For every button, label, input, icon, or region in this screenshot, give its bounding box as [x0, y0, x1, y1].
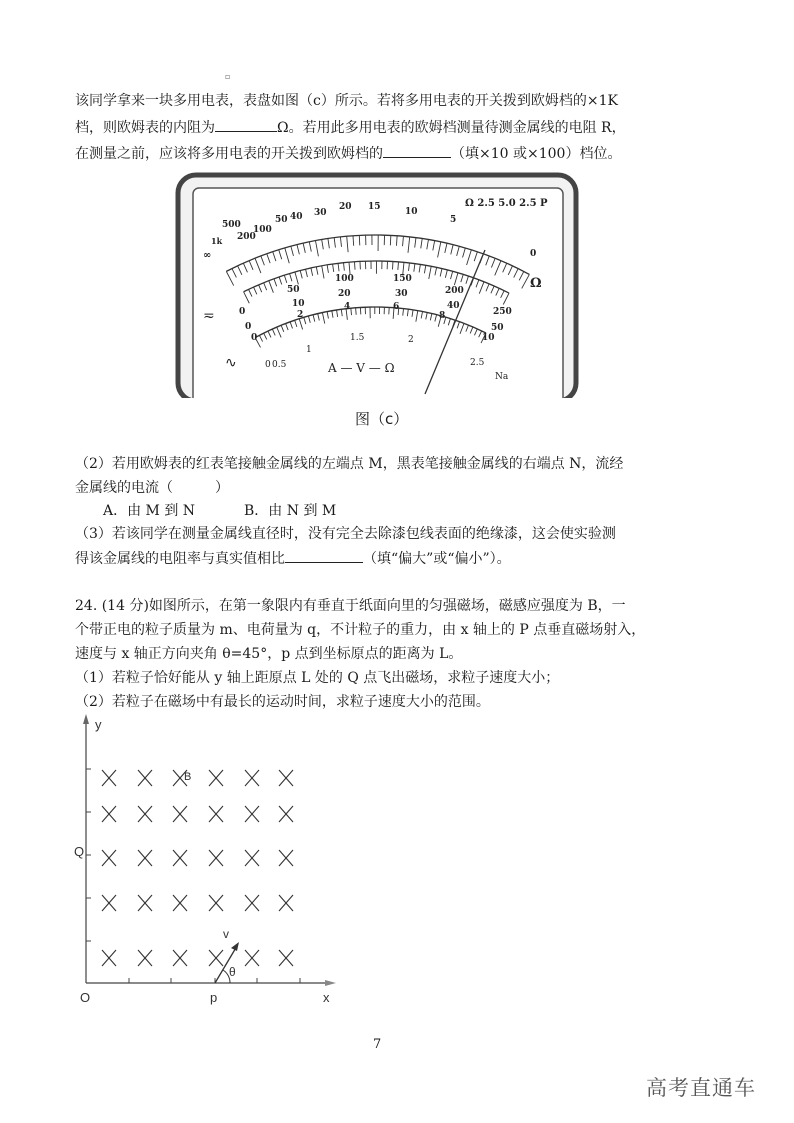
ac-label: 0: [265, 360, 271, 370]
field-into-page-cross-icon: [173, 806, 187, 822]
theta-label: θ: [229, 965, 236, 979]
scale-tick: [356, 308, 357, 315]
answer-blank-range[interactable]: [383, 143, 451, 158]
origin-label: O: [80, 990, 91, 1005]
meter-center-text: A — V — Ω: [328, 361, 395, 375]
q24-line4: （1）若粒子恰好能从 y 轴上距原点 L 处的 Q 点飞出磁场，求粒子速度大小；: [75, 670, 560, 686]
field-into-page-cross-icon: [138, 950, 152, 966]
point-q-label: Q: [74, 844, 85, 859]
ohm-scale-symbol: Ω: [530, 276, 542, 291]
magnetic-field-diagram: [60, 710, 360, 1010]
scale-tick: [398, 262, 399, 270]
dc-label: 0: [239, 307, 246, 317]
field-into-page-cross-icon: [102, 895, 116, 911]
q23-part2-line1: （2）若用欧姆表的红表笔接触金属线的左端点 M，黑表笔接触金属线的右端点 N，流经: [75, 456, 624, 472]
ac-symbol: ∿: [225, 355, 237, 371]
field-into-page-cross-icon: [245, 770, 259, 786]
field-into-page-cross-icon: [173, 950, 187, 966]
dc-label: 8: [439, 311, 446, 321]
dc-label: 10: [292, 299, 305, 309]
field-into-page-cross-icon: [209, 770, 223, 786]
point-p-label: p: [210, 990, 218, 1005]
q23-part3-line1: （3）若该同学在测量金属线直径时，没有完全去除漆包线表面的绝缘漆，这会使实验测: [75, 526, 616, 542]
q24-line2: 个带正电的粒子质量为 m、电荷量为 q，不计粒子的重力，由 x 轴上的 P 点垂直磁场射入，: [75, 622, 646, 638]
field-into-page-cross-icon: [279, 770, 293, 786]
dc-label: 0: [245, 322, 252, 332]
ohm-label: 1k: [211, 236, 223, 246]
field-into-page-cross-icon: [209, 850, 223, 866]
field-into-page-cross-icon: [209, 895, 223, 911]
dc-label: 4: [344, 302, 351, 312]
dc-label: 100: [335, 274, 354, 284]
q23-line1: 该同学拿来一块多用电表，表盘如图（c）所示。若将多用电表的开关拨到欧姆档的×1K: [75, 93, 618, 109]
y-axis-label: y: [95, 717, 102, 732]
dc-label: 6: [393, 302, 400, 312]
x-axis-arrow-icon: [325, 980, 336, 986]
field-into-page-cross-icon: [209, 950, 223, 966]
ohm-label: 500: [222, 220, 241, 230]
field-into-page-cross-icon: [102, 850, 116, 866]
q24-line3: 速度与 x 轴正方向夹角 θ=45°，p 点到坐标原点的距离为 L。: [75, 646, 463, 662]
x-axis-label: x: [323, 990, 330, 1005]
field-into-page-cross-icon: [138, 806, 152, 822]
watermark: 高考直通车: [646, 1076, 756, 1100]
field-into-page-cross-icon: [173, 850, 187, 866]
dc-label: 10: [482, 333, 495, 343]
multimeter-dial-figure: [175, 172, 581, 398]
field-into-page-cross-icon: [209, 806, 223, 822]
page-number: 7: [373, 1037, 382, 1052]
dc-symbol: ≂: [203, 308, 215, 324]
scan-mark: ▫: [225, 72, 231, 81]
meter-corner-text: Na: [495, 372, 509, 382]
dc-label: 0: [251, 333, 258, 343]
q23-line2a: 档，则欧姆表的内阻为: [75, 120, 215, 136]
dc-label: 30: [395, 289, 408, 299]
ohm-label: 100: [253, 225, 272, 235]
dc-label: 50: [287, 285, 300, 295]
q23-line3: [75, 143, 621, 164]
field-into-page-cross-icon: [138, 895, 152, 911]
field-into-page-cross-icon: [102, 770, 116, 786]
dc-label: 250: [493, 307, 512, 317]
option-b: B．由 N 到 M: [244, 503, 337, 519]
dc-label: 20: [338, 289, 351, 299]
field-into-page-cross-icon: [245, 895, 259, 911]
dc-label: 150: [393, 274, 412, 284]
ohm-label: ∞: [203, 250, 212, 261]
field-into-page-cross-icon: [279, 950, 293, 966]
field-b-label: B: [184, 771, 192, 783]
field-into-page-cross-icon: [102, 950, 116, 966]
field-into-page-cross-icon: [245, 950, 259, 966]
field-into-page-cross-icon: [102, 806, 116, 822]
ac-label: 1.5: [350, 333, 365, 343]
ohm-label: 10: [405, 207, 418, 217]
field-into-page-cross-icon: [173, 895, 187, 911]
answer-blank-resistance[interactable]: [215, 117, 277, 132]
ac-label: 1: [306, 345, 312, 355]
ohm-label: 0: [530, 249, 537, 259]
q23-part3-line2: [75, 548, 511, 569]
q23-line3a: 在测量之前，应该将多用电表的开关拨到欧姆档的: [75, 146, 383, 162]
ohm-label: 30: [314, 208, 327, 218]
figure-caption: 图（c）: [355, 410, 409, 428]
y-axis-arrow-icon: [83, 714, 89, 724]
velocity-arrow-icon: [231, 942, 239, 951]
field-into-page-cross-icon: [279, 850, 293, 866]
dc-label: 40: [447, 301, 460, 311]
ac-label: 2: [408, 335, 414, 345]
q23-part3-line2b: （填“偏大”或“偏小”）。: [363, 551, 511, 567]
velocity-label: v: [223, 927, 229, 941]
field-into-page-cross-icon: [279, 806, 293, 822]
dc-label: 50: [491, 323, 504, 333]
field-into-page-cross-icon: [279, 895, 293, 911]
q23-line3b: （填×10 或×100）档位。: [451, 146, 622, 162]
field-into-page-cross-icon: [245, 806, 259, 822]
q24-line1: 24. (14 分)如图所示，在第一象限内有垂直于纸面向里的匀强磁场，磁感应强度为 B，一: [75, 598, 626, 614]
ac-label: 0.5: [272, 360, 287, 370]
ohm-label: 50: [275, 215, 288, 225]
field-into-page-cross-icon: [245, 850, 259, 866]
option-a: A．由 M 到 N: [103, 503, 196, 519]
answer-blank-resistivity[interactable]: [285, 548, 363, 563]
q23-part3-line2a: 得该金属线的电阻率与真实值相比: [75, 551, 285, 567]
scale-tick: [354, 262, 355, 270]
ohm-label: 200: [237, 232, 256, 242]
field-into-page-cross-icon: [138, 850, 152, 866]
ohm-label: 15: [368, 202, 381, 212]
ac-label: 2.5: [470, 358, 485, 368]
ohm-label: 5: [450, 215, 457, 225]
range-marks-label: Ω 2.5 5.0 2.5 P: [465, 198, 548, 209]
q24-line5: （2）若粒子在磁场中有最长的运动时间，求粒子速度大小的范围。: [75, 694, 490, 710]
dc-label: 200: [445, 286, 464, 296]
field-into-page-cross-icon: [138, 770, 152, 786]
q23-line2: [75, 117, 626, 138]
q23-part2-line2: 金属线的电流（ ）: [75, 480, 229, 496]
ohm-label: 20: [339, 202, 352, 212]
q23-line2b: Ω。若用此多用电表的欧姆档测量待测金属线的电阻 R，: [277, 120, 626, 136]
dc-label: 2: [297, 310, 304, 320]
ohm-label: 40: [290, 212, 303, 222]
